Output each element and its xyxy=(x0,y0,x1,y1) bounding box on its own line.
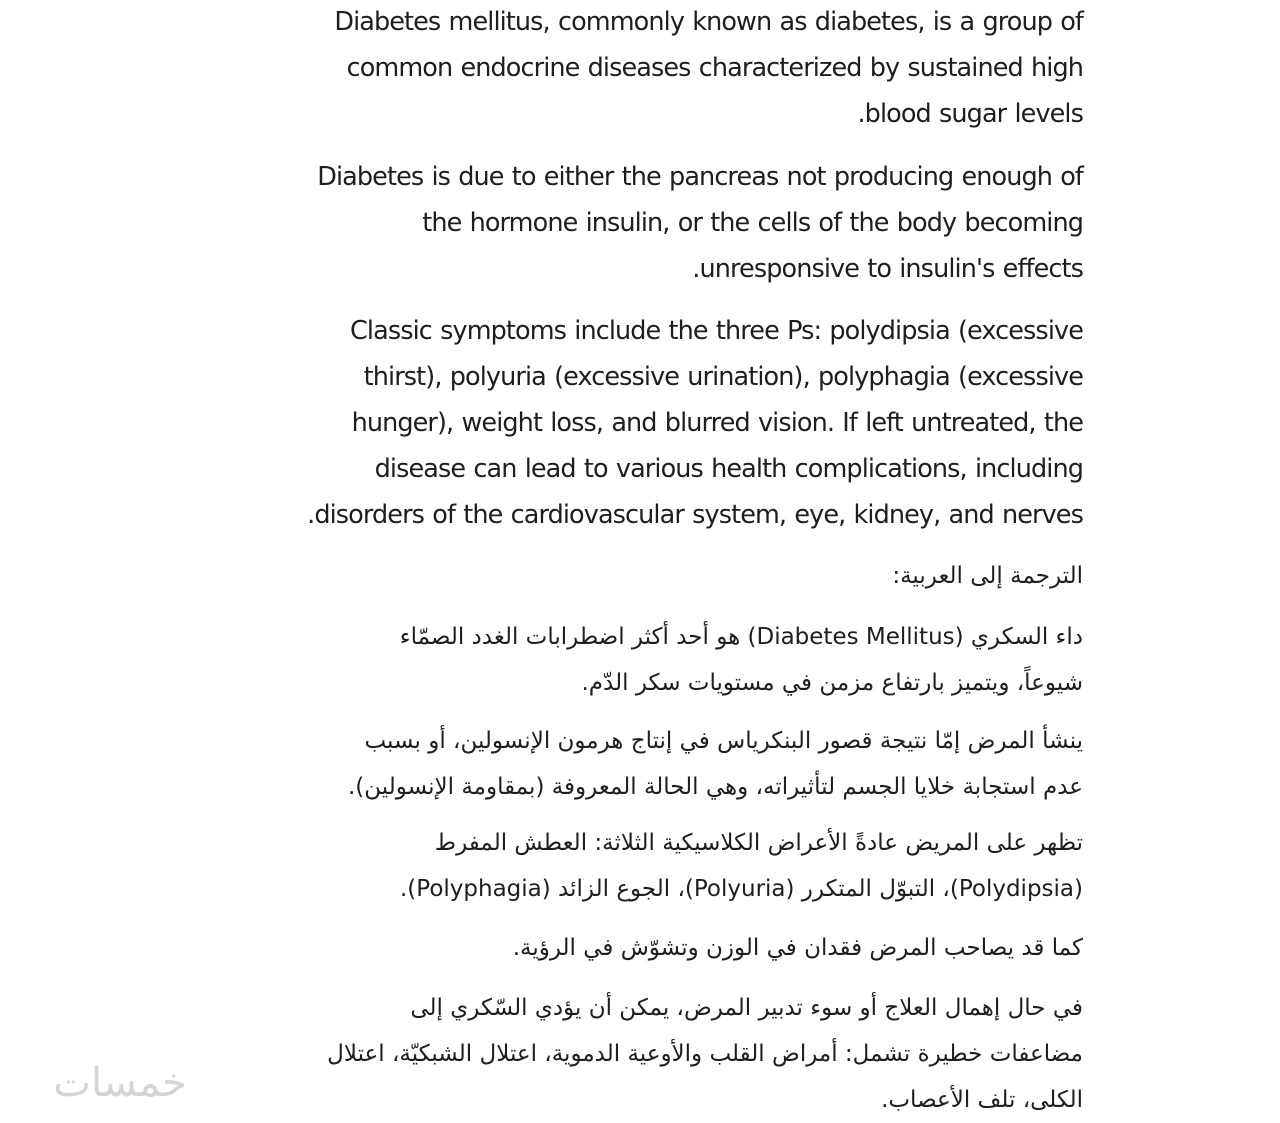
document-page xyxy=(200,0,1083,1120)
text-line: كما قد يصاحب المرض فقدان في الوزن وتشوّش في الرؤية. xyxy=(512,935,1083,961)
khamsat-watermark: خمسات xyxy=(53,1060,187,1106)
text-line: داء السكري (Diabetes Mellitus) هو أحد أكثر اضطرابات الغدد الصمّاء xyxy=(399,624,1083,650)
text-line: common endocrine diseases characterized by sustained high xyxy=(346,53,1083,83)
arabic-paragraph-symptoms xyxy=(200,820,1083,912)
text-line: the hormone insulin, or the cells of the body becoming xyxy=(422,208,1083,238)
text-line: تظهر على المريض عادةً الأعراض الكلاسيكية الثلاثة: العطش المفرط xyxy=(434,830,1083,856)
text-line: thirst), polyuria (excessive urination), polyphagia (excessive xyxy=(363,362,1083,392)
text-line: Classic symptoms include the three Ps: polydipsia (excessive xyxy=(350,316,1083,346)
text-line: شيوعاً، ويتميز بارتفاع مزمن في مستويات سكر الدّم. xyxy=(581,670,1083,696)
english-paragraph-symptoms xyxy=(200,308,1083,538)
text-line: disease can lead to various health complications, including xyxy=(374,454,1083,484)
arabic-translation-heading: الترجمة إلى العربية: xyxy=(892,563,1083,589)
text-line: في حال إهمال العلاج أو سوء تدبير المرض، يمكن أن يؤدي السّكري إلى xyxy=(410,995,1083,1021)
arabic-paragraph-weight-vision xyxy=(200,925,1083,971)
text-line: Diabetes is due to either the pancreas not producing enough of xyxy=(317,162,1083,192)
arabic-paragraph-cause xyxy=(200,718,1083,810)
english-paragraph-cause xyxy=(200,154,1083,292)
text-line: hunger), weight loss, and blurred vision. If left untreated, the xyxy=(351,408,1083,438)
english-paragraph-definition xyxy=(200,0,1083,137)
text-line: الكلى، تلف الأعصاب. xyxy=(881,1087,1083,1113)
text-line: مضاعفات خطيرة تشمل: أمراض القلب والأوعية الدموية، اعتلال الشبكيّة، اعتلال xyxy=(327,1041,1083,1067)
text-line: Diabetes mellitus, commonly known as diabetes, is a group of xyxy=(334,7,1083,37)
text-line: .blood sugar levels xyxy=(857,99,1083,129)
text-line: (Polydipsia)، التبوّل المتكرر (Polyuria)، الجوع الزائد (Polyphagia). xyxy=(399,876,1083,902)
text-line: عدم استجابة خلايا الجسم لتأثيراته، وهي الحالة المعروفة (بمقاومة الإنسولين). xyxy=(347,774,1083,800)
arabic-paragraph-definition xyxy=(200,614,1083,706)
text-line: ينشأ المرض إمّا نتيجة قصور البنكرياس في إنتاج هرمون الإنسولين، أو بسبب xyxy=(364,728,1083,754)
arabic-paragraph-complications xyxy=(200,985,1083,1123)
text-line: .unresponsive to insulin's effects xyxy=(692,254,1083,284)
text-line: .disorders of the cardiovascular system, eye, kidney, and nerves xyxy=(307,500,1083,530)
